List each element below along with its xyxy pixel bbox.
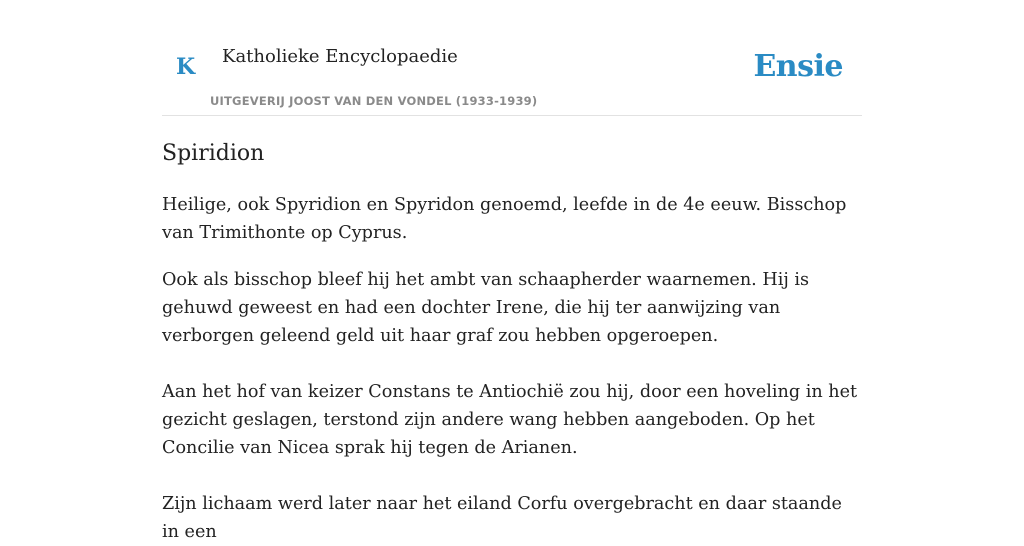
site-header <box>162 0 862 116</box>
article-intro-paragraph: Heilige, ook Spyridion en Spyridon genoemd, leefde in de 4e eeuw. Bisschop van Trimithonte op Cyprus. <box>162 195 847 243</box>
article-paragraph: Ook als bisschop bleef hij het ambt van schaapherder waarnemen. Hij is gehuwd geweest en had een dochter Irene, die hij ter aanwijzing van verborgen geleend geld uit haar graf zou hebben opgeroepen. <box>162 270 810 346</box>
article <box>162 138 862 546</box>
encyclopedia-title[interactable]: Katholieke Encyclopaedie <box>222 46 458 67</box>
article-paragraph: Zijn lichaam werd later naar het eiland Corfu overgebracht en daar staande in een <box>162 494 842 542</box>
ensie-brand-logo[interactable]: Ensie <box>753 49 843 84</box>
encyclopedia-logo[interactable]: K <box>176 54 196 80</box>
article-title: Spiridion <box>162 141 265 166</box>
article-paragraph: Aan het hof van keizer Constans te Antiochië zou hij, door een hoveling in het gezicht geslagen, terstond zijn andere wang hebben aangeboden. Op het Concilie van Nicea sprak hij tegen de Arianen. <box>162 382 858 458</box>
publisher-label: UITGEVERIJ JOOST VAN DEN VONDEL (1933-1939) <box>210 94 538 108</box>
